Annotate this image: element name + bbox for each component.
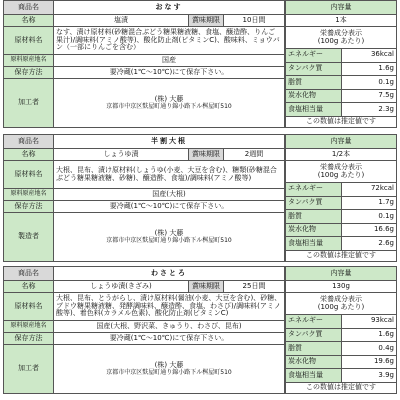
fat-value: 0.4g — [342, 342, 397, 356]
fat-label: 脂質 — [286, 342, 342, 356]
salt-value: 3.9g — [342, 369, 397, 383]
protein-label: タンパク質 — [286, 328, 342, 342]
nutrition-per100: (100g あたり) — [317, 170, 365, 179]
maker-name: (株) 大藤 — [154, 94, 184, 103]
product-name: 半割大根 — [54, 135, 285, 149]
energy-label: エネルギー — [286, 49, 342, 63]
origin-value: 国産(大根) — [54, 189, 285, 201]
product-label-card — [3, 266, 397, 394]
label-table — [3, 134, 285, 262]
name-value: しょうゆ漬(きざみ) — [90, 281, 152, 290]
label-table — [3, 0, 285, 128]
origin-header: 原料原産地名 — [4, 321, 54, 333]
maker-address: 京都市中京区麩屋町通り錦小路下ル桝屋町510 — [106, 236, 232, 244]
maker-header: 加工者 — [4, 345, 54, 394]
nutrition-per100: (100g あたり) — [317, 36, 365, 45]
energy-label: エネルギー — [286, 183, 342, 197]
protein-value: 1.7g — [342, 196, 397, 210]
nutrition-table — [285, 134, 397, 262]
materials-value: 大根、昆布、とうがらし、漬け原材料(醤油(小麦、大豆を含む)、砂糖、ブドウ糖果糖液糖、発酵調味料、醸造酢、食塩、わさび)/調味料(アミノ酸等)、着色料(カラメル色素)、酸化防止剤(ビタミンC) — [54, 293, 285, 321]
best-before-value: 25日間 — [242, 281, 266, 290]
nutrition-table — [285, 266, 397, 394]
energy-value: 72kcal — [342, 183, 397, 197]
maker-header: 加工者 — [4, 79, 54, 128]
origin-header: 原料原産地名 — [4, 55, 54, 67]
estimate-note: この数値は推定値です — [286, 117, 397, 128]
energy-value: 36kcal — [342, 49, 397, 63]
maker-address: 京都市中京区麩屋町通り錦小路下ル桝屋町510 — [106, 368, 232, 376]
name-header: 名称 — [4, 149, 54, 161]
nutrition-title: 栄養成分表示 — [320, 162, 362, 171]
product-name-header: 商品名 — [4, 267, 54, 281]
best-before-value: 10日間 — [242, 15, 266, 24]
materials-header: 原材料名 — [4, 293, 54, 321]
carbs-value: 7.5g — [342, 89, 397, 103]
maker-address: 京都市中京区麩屋町通り錦小路下ル桝屋町510 — [106, 102, 232, 110]
fat-value: 0.1g — [342, 210, 397, 224]
storage-value: 要冷蔵(1℃〜10℃)にて保存下さい。 — [54, 67, 285, 79]
protein-label: タンパク質 — [286, 62, 342, 76]
name-value: 塩漬 — [114, 15, 128, 24]
name-header: 名称 — [4, 281, 54, 293]
carbs-value: 16.6g — [342, 223, 397, 237]
content-header: 内容量 — [286, 1, 397, 15]
carbs-label: 炭水化物 — [286, 223, 342, 237]
protein-label: タンパク質 — [286, 196, 342, 210]
maker-header: 製造者 — [4, 213, 54, 262]
storage-header: 保存方法 — [4, 67, 54, 79]
carbs-value: 19.6g — [342, 355, 397, 369]
nutrition-per100: (100g あたり) — [317, 302, 365, 311]
label-table — [3, 266, 285, 394]
materials-value: 大根、昆布、漬け原材料(しょうゆ(小麦、大豆を含む)、糖類(砂糖混合ぶどう糖果糖液糖、砂糖)、醸造酢、食塩)/調味料(アミノ酸等) — [54, 161, 285, 189]
materials-header: 原材料名 — [4, 27, 54, 55]
energy-value: 93kcal — [342, 315, 397, 329]
best-before-header: 賞味期限 — [188, 15, 224, 26]
salt-value: 2.6g — [342, 237, 397, 251]
origin-value: 国産 — [54, 55, 285, 67]
best-before-value: 2週間 — [244, 149, 264, 158]
carbs-label: 炭水化物 — [286, 89, 342, 103]
content-value: 1/2本 — [286, 149, 397, 161]
content-value: 130g — [286, 281, 397, 293]
best-before-header: 賞味期限 — [188, 149, 224, 160]
protein-value: 1.6g — [342, 328, 397, 342]
product-label-card — [3, 134, 397, 262]
salt-value: 2.3g — [342, 103, 397, 117]
origin-header: 原料原産地名 — [4, 189, 54, 201]
carbs-label: 炭水化物 — [286, 355, 342, 369]
storage-header: 保存方法 — [4, 201, 54, 213]
fat-label: 脂質 — [286, 76, 342, 90]
energy-label: エネルギー — [286, 315, 342, 329]
nutrition-title: 栄養成分表示 — [320, 28, 362, 37]
product-name-header: 商品名 — [4, 135, 54, 149]
origin-value: 国産(大根、野沢菜、きゅうり、わさび、昆布) — [54, 321, 285, 333]
storage-header: 保存方法 — [4, 333, 54, 345]
product-name: わさとろ — [54, 267, 285, 281]
storage-value: 要冷蔵(1℃〜10℃)にて保存下さい。 — [54, 333, 285, 345]
maker-name: (株) 大藤 — [154, 228, 184, 237]
materials-header: 原材料名 — [4, 161, 54, 189]
salt-label: 食塩相当量 — [286, 103, 342, 117]
protein-value: 1.6g — [342, 62, 397, 76]
content-header: 内容量 — [286, 267, 397, 281]
salt-label: 食塩相当量 — [286, 237, 342, 251]
maker-name: (株) 大藤 — [154, 360, 184, 369]
storage-value: 要冷蔵(1℃〜10℃)にて保存下さい。 — [54, 201, 285, 213]
nutrition-title: 栄養成分表示 — [320, 294, 362, 303]
fat-label: 脂質 — [286, 210, 342, 224]
name-value: しょうゆ漬 — [103, 149, 139, 158]
nutrition-table — [285, 0, 397, 128]
content-header: 内容量 — [286, 135, 397, 149]
product-label-card — [3, 0, 397, 128]
estimate-note: この数値は推定値です — [286, 383, 397, 394]
fat-value: 0.1g — [342, 76, 397, 90]
product-name: おなす — [54, 1, 285, 15]
salt-label: 食塩相当量 — [286, 369, 342, 383]
materials-value: なす、漬け原材料(砂糖混合ぶどう糖果糖液糖、食塩、醸造酢、りんご果汁)/調味料(アミノ酸等)、酸化防止剤(ビタミンC)、酸味料、ミョウバン（一部にりんごを含む） — [54, 27, 285, 55]
best-before-header: 賞味期限 — [188, 281, 224, 292]
name-header: 名称 — [4, 15, 54, 27]
estimate-note: この数値は推定値です — [286, 251, 397, 262]
content-value: 1本 — [286, 15, 397, 27]
product-name-header: 商品名 — [4, 1, 54, 15]
